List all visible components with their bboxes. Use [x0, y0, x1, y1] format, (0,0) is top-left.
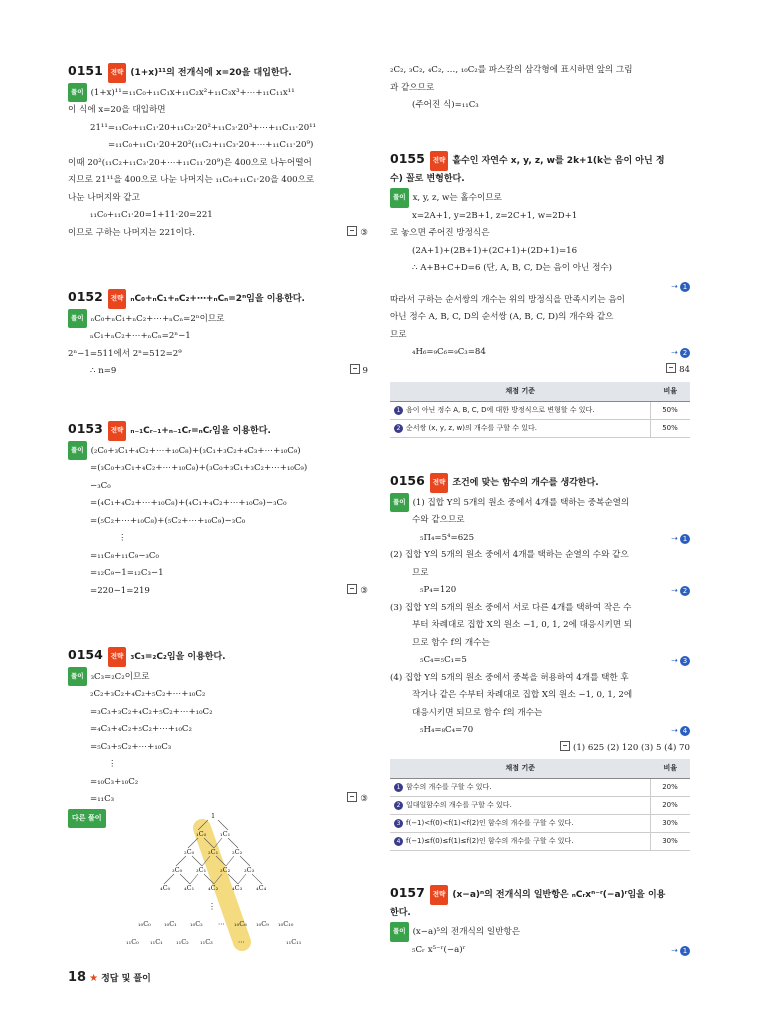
solution-line: =₁₀C₃+₁₀C₂	[90, 776, 139, 787]
pascal-entry: ₁₀C₁	[164, 920, 177, 928]
solution-tag: 풀이	[68, 309, 87, 329]
solution-line: =(₅C₂+⋯+₁₀C₈)+(₅C₂+⋯+₁₀C₉)−₃C₀	[90, 515, 246, 526]
answer-icon	[350, 364, 360, 374]
solution-tag: 풀이	[390, 493, 409, 513]
solution-line: 부터 차례대로 집합 X의 원소 −1, 0, 1, 2에 대응시키면 되	[412, 620, 633, 630]
ratio-header: 비율	[651, 759, 691, 779]
solution-line: ₙC₁+ₙC₂+⋯+ₙCₙ=2ⁿ−1	[90, 331, 191, 341]
pascal-entry: ₁C₀	[196, 830, 207, 838]
solution-line: 과 같으므로	[390, 82, 435, 93]
strategy-text: 조건에 맞는 함수의 개수를 생각한다.	[452, 478, 599, 488]
solution-line: 작거나 같은 수부터 차례대로 집합 X의 원소 −1, 0, 1, 2에	[412, 690, 633, 700]
pascal-entry: ₃C₀	[172, 866, 183, 874]
problem-0154	[68, 646, 368, 828]
solution-line: 나눈 나머지와 같고	[68, 192, 140, 203]
strategy-text: (x−a)ⁿ의 전개식의 일반항은 ₙCᵣxⁿ⁻ʳ(−a)ʳ임을 이용	[452, 890, 666, 900]
solution-line: 아닌 정수 A, B, C, D의 순서쌍 (A, B, C, D)의 개수와 같으	[390, 312, 614, 322]
strategy-text: 수) 꼴로 변형한다.	[390, 173, 465, 184]
answer-icon	[347, 226, 357, 236]
solution-line: (2A+1)+(2B+1)+(2C+1)+(2D+1)=16	[412, 245, 578, 256]
solution-line: x, y, z, w는 홀수이므로	[412, 193, 502, 203]
pascal-ellipsis: ⋮	[208, 902, 216, 911]
solution-line: (1) 집합 Y의 5개의 원소 중에서 4개를 택하는 중복순열의	[412, 497, 630, 508]
solution-line: =(₄C₁+₄C₂+⋯+₁₀C₈)+(₄C₁+₄C₂+⋯+₁₀C₉)−₃C₀	[90, 498, 287, 508]
pascal-entry: ₂C₁	[208, 848, 219, 856]
solution-tag: 풀이	[390, 922, 409, 942]
table-row: 2 순서쌍 (x, y, z, w)의 개수를 구할 수 있다. 50%	[390, 419, 690, 437]
pascal-entry: ₁C₁	[220, 830, 231, 838]
strategy-text: ₃C₃=₂C₂임을 이용한다.	[130, 652, 226, 662]
step-marker: ⇢ 4	[671, 722, 690, 740]
solution-line: −₃C₀	[90, 480, 111, 491]
solution-line: ₁₁C₀+₁₁C₁·20=1+11·20=221	[90, 210, 213, 220]
solution-line: 로 놓으면 주어진 방정식은	[390, 228, 490, 238]
pascal-entry: ₂C₀	[184, 848, 195, 856]
strategy-tag: 전략	[430, 885, 449, 905]
grading-table	[390, 382, 690, 438]
pascal-entry: ₁₁C₀	[126, 938, 139, 946]
pascal-entry: ₁₁C₂	[176, 938, 189, 946]
strategy-text: ₙ₋₁Cᵣ₋₁+ₙ₋₁Cᵣ=ₙCᵣ임을 이용한다.	[130, 426, 271, 436]
problem-number: 0155	[390, 151, 425, 166]
strategy-tag: 전략	[430, 473, 449, 493]
pascal-entry: ₂C₂	[232, 848, 243, 856]
solution-line: =₁₁C₃ ③	[68, 791, 368, 809]
problem-0151	[68, 62, 368, 242]
solution-line: =₁₁C₀+₁₁C₁·20+20²(₁₁C₂+₁₁C₃·20+⋯+₁₁C₁₁·20⁹)	[108, 140, 314, 150]
solution-line: 이 식에 x=20을 대입하면	[68, 105, 166, 115]
answer-icon	[666, 363, 676, 373]
pascal-entry: ₄C₁	[184, 884, 195, 892]
step-marker: ⇢ 1	[671, 278, 690, 296]
other-solution-tag: 다른 풀이	[68, 809, 106, 829]
problem-0153	[68, 420, 368, 600]
step-marker: ⇢ 1	[671, 942, 690, 960]
solution-line: 이므로 구하는 나머지는 221이다. ③	[68, 225, 368, 243]
solution-line: ₙC₀+ₙC₁+ₙC₂+⋯+ₙCₙ=2ⁿ이므로	[90, 313, 225, 324]
solution-line: (2) 집합 Y의 5개의 원소 중에서 4개를 택하는 순열의 수와 같으	[390, 550, 629, 560]
strategy-tag: 전략	[430, 151, 449, 171]
solution-line: (1+x)¹¹=₁₁C₀+₁₁C₁x+₁₁C₂x²+₁₁C₃x³+⋯+₁₁C₁₁x¹¹	[90, 87, 295, 98]
solution-line: ₅Π₄=5⁴=625 ⇢ 1	[390, 530, 690, 548]
solution-line: (₂C₀+₃C₁+₄C₂+⋯+₁₀C₈)+(₃C₁+₃C₂+₄C₃+⋯+₁₀C₉)	[90, 445, 301, 456]
step-marker: ⇢ 3	[671, 652, 690, 670]
page-footer	[68, 970, 151, 985]
solution-line: =220−1=219 ③	[68, 583, 368, 601]
solution-line: ∴ A+B+C+D=6 (단, A, B, C, D는 음이 아닌 정수)	[412, 263, 613, 273]
solution-line: ∴ n=9 9	[68, 363, 368, 381]
strategy-text: 홀수인 자연수 x, y, z, w를 2k+1(k는 음이 아닌 정	[452, 156, 665, 166]
solution-tag: 풀이	[68, 83, 87, 103]
problem-number: 0152	[68, 289, 103, 304]
solution-line: 이때 20²(₁₁C₂+₁₁C₃·20+⋯+₁₁C₁₁·20⁹)은 400으로 나누어떨어	[68, 157, 312, 168]
solution-line: ₃C₃=₂C₂이므로	[90, 671, 150, 682]
problem-0152	[68, 288, 368, 381]
pascal-entry: ₄C₂	[208, 884, 219, 892]
solution-line: ₂C₂+₃C₂+₄C₂+₅C₂+⋯+₁₀C₂	[90, 689, 206, 699]
problem-number: 0154	[68, 647, 103, 662]
problem-number: 0151	[68, 63, 103, 78]
ratio-header: 비율	[651, 382, 691, 402]
strategy-tag: 전략	[108, 289, 127, 309]
strategy-text: ₙC₀+ₙC₁+ₙC₂+⋯+ₙCₙ=2ⁿ임을 이용한다.	[130, 294, 305, 304]
answer: ③	[347, 225, 368, 243]
pascal-entry: ⋯	[218, 920, 225, 928]
solution-line: =₁₁C₈+₁₁C₉−₃C₀	[90, 550, 159, 561]
solution-line: 수와 같으므로	[412, 515, 465, 525]
solution-line: 따라서 구하는 순서쌍의 개수는 위의 방정식을 만족시키는 음이	[390, 294, 625, 305]
solution-line: x=2A+1, y=2B+1, z=2C+1, w=2D+1	[412, 210, 578, 221]
answer: ③	[347, 791, 368, 809]
pascal-entry: ₄C₀	[160, 884, 171, 892]
problem-0156	[390, 472, 690, 851]
pascal-entry: ₃C₂	[220, 866, 231, 874]
strategy-tag: 전략	[108, 421, 127, 441]
pascal-entry: ₁₀C₀	[138, 920, 151, 928]
strategy-text: (1+x)¹¹의 전개식에 x=20을 대입한다.	[130, 68, 292, 78]
footer-title: 정답 및 풀이	[101, 974, 151, 984]
table-row: 2 일대일함수의 개수를 구할 수 있다. 20%	[390, 796, 690, 814]
solution-line: =₅C₃+₅C₂+⋯+₁₀C₃	[90, 741, 172, 752]
problem-number: 0156	[390, 473, 425, 488]
answer: ③	[347, 583, 368, 601]
solution-line: ₅H₄=₈C₄=70 ⇢ 4	[390, 722, 690, 740]
problem-0157	[390, 884, 690, 959]
problem-number: 0157	[390, 885, 425, 900]
answer: 84	[666, 362, 690, 380]
solution-line: 2ⁿ−1=511에서 2ⁿ=512=2⁹	[68, 348, 182, 359]
solution-line: (x−a)⁵의 전개식의 일반항은	[412, 927, 521, 937]
table-row: 3 f(−1)<f(0)<f(1)<f(2)인 함수의 개수를 구할 수 있다. 30%	[390, 814, 690, 832]
page-number: 18	[68, 970, 87, 985]
grading-table	[390, 759, 690, 851]
problem-number: 0153	[68, 421, 103, 436]
solution-line: =₄C₃+₄C₂+₅C₂+⋯+₁₀C₂	[90, 724, 192, 734]
table-row: 4 f(−1)≤f(0)≤f(1)≤f(2)인 함수의 개수를 구할 수 있다. 30%	[390, 832, 690, 850]
answer-icon	[560, 741, 570, 751]
solution-line: =(₃C₀+₃C₁+₄C₂+⋯+₁₀C₈)+(₃C₀+₃C₁+₃C₂+⋯+₁₀C₉)	[90, 463, 308, 473]
solution-line: 므로 함수 f의 개수는	[412, 637, 490, 648]
grading-header: 채점 기준	[390, 382, 651, 402]
solution-line: (주어진 식)=₁₁C₃	[412, 100, 479, 110]
pascal-entry: ₄C₄	[256, 884, 267, 892]
table-row: 1 함수의 개수를 구할 수 있다. 20%	[390, 778, 690, 796]
solution-line: 지므로 21¹¹을 400으로 나눈 나머지는 ₁₁C₀+₁₁C₁·20을 400으로	[68, 175, 315, 185]
pascal-entry: ⋯	[238, 938, 245, 946]
answer: (1) 625 (2) 120 (3) 5 (4) 70	[560, 740, 690, 758]
pascal-triangle	[68, 810, 368, 960]
step-marker: ⇢ 2	[671, 344, 690, 362]
solution-tag: 풀이	[390, 188, 409, 208]
answer: 9	[350, 363, 368, 381]
solution-line: ₂C₂, ₃C₂, ₄C₂, …, ₁₀C₂를 파스칼의 삼각형에 표시하면 앞의 그림	[390, 65, 633, 75]
solution-line: ⋮	[108, 759, 117, 769]
step-marker: ⇢ 1	[671, 530, 690, 548]
pascal-entry: ₁₀C₉	[256, 920, 269, 928]
pascal-entry: 1	[211, 812, 216, 820]
step-marker-row	[390, 278, 690, 292]
solution-line: ₅P₄=120 ⇢ 2	[390, 582, 690, 600]
solution-line: 므로	[390, 329, 407, 340]
pascal-entry: ₁₀C₂	[190, 920, 203, 928]
step-marker: ⇢ 2	[671, 582, 690, 600]
solution-line: ⋮	[118, 533, 127, 543]
solution-line: (3) 집합 Y의 5개의 원소 중에서 서로 다른 4개를 택하여 작은 수	[390, 602, 632, 613]
problem-0155	[390, 150, 690, 438]
solution-line: (4) 집합 Y의 5개의 원소 중에서 중복을 허용하여 4개를 택한 후	[390, 672, 629, 683]
solution-line: ₅Cᵣ x⁵⁻ʳ(−a)ʳ ⇢ 1	[390, 942, 690, 960]
pascal-entry: ₃C₃	[244, 866, 255, 874]
answer-icon	[347, 792, 357, 802]
solution-line: ₄H₆=₉C₆=₉C₃=84 ⇢ 2	[390, 344, 690, 362]
solution-line: 므로	[412, 567, 429, 578]
solution-line: 21¹¹=₁₁C₀+₁₁C₁·20+₁₁C₂·20²+₁₁C₃·20³+⋯+₁₁C₁₁·20¹¹	[90, 122, 317, 133]
strategy-tag: 전략	[108, 63, 127, 83]
answer-row	[390, 362, 690, 378]
pascal-entry: ₃C₁	[196, 866, 207, 874]
solution-line: =₁₂C₉−1=₁₂C₃−1	[90, 568, 164, 578]
pascal-entry: ₁₁C₁	[150, 938, 163, 946]
table-row: 1 음이 아닌 정수 A, B, C, D에 대한 방정식으로 변형할 수 있다. 50%	[390, 401, 690, 419]
solution-tag: 풀이	[68, 441, 87, 461]
pascal-entry: ₁₀C₈	[234, 920, 247, 928]
pascal-entry: ₁₀C₁₀	[278, 920, 294, 928]
solution-tag: 풀이	[68, 667, 87, 687]
grading-header: 채점 기준	[390, 759, 651, 779]
pascal-entry: ₄C₃	[232, 884, 243, 892]
problem-0154-continued	[390, 62, 690, 115]
solution-line: ₅C₄=₅C₁=5 ⇢ 3	[390, 652, 690, 670]
solution-line: 대응시키면 되므로 함수 f의 개수는	[412, 707, 543, 718]
solution-line: =₃C₃+₃C₂+₄C₂+₅C₂+⋯+₁₀C₂	[90, 706, 213, 717]
star-icon: ★	[89, 973, 99, 984]
answer-row	[390, 740, 690, 757]
strategy-tag: 전략	[108, 647, 127, 667]
strategy-text: 한다.	[390, 907, 411, 918]
answer-icon	[347, 584, 357, 594]
pascal-entry: ₁₁C₃	[200, 938, 213, 946]
pascal-entry: ₁₁C₁₁	[286, 938, 302, 946]
